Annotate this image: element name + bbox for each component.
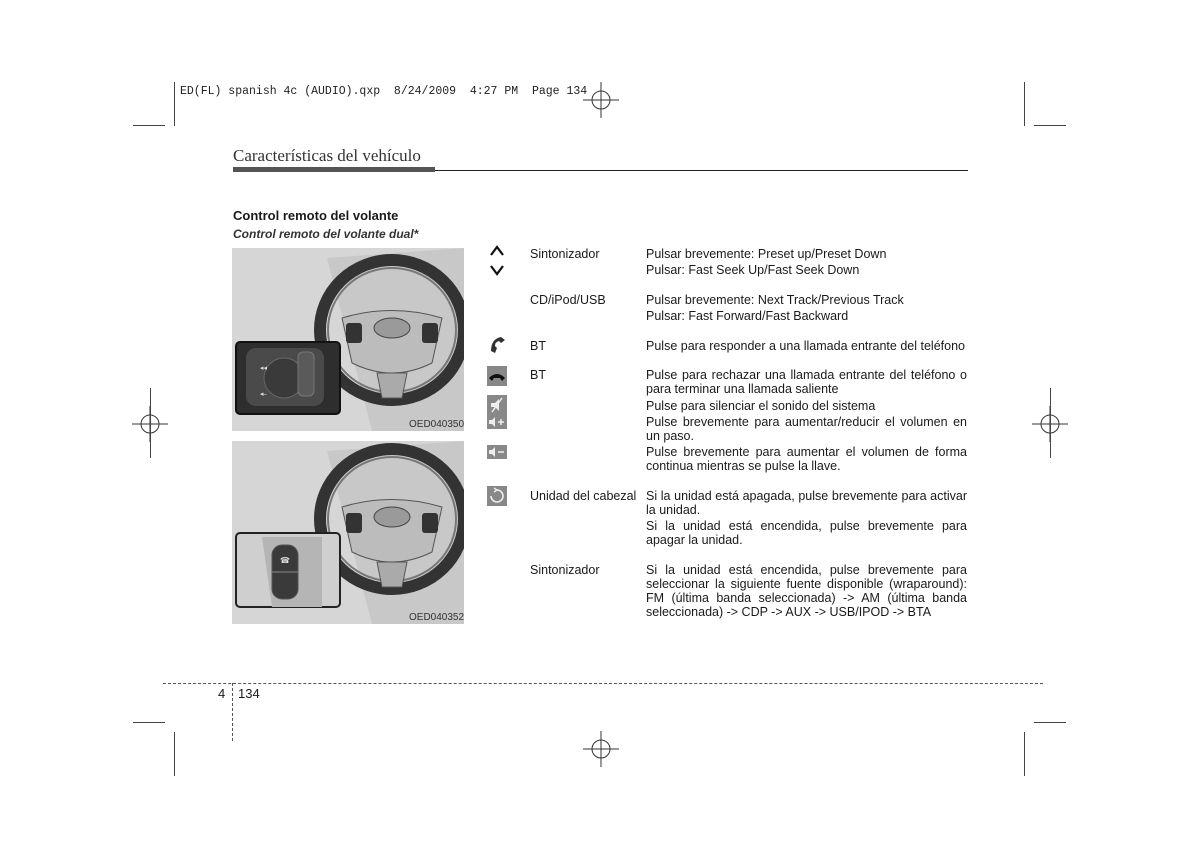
page-number: 134	[238, 686, 260, 701]
crop-mark	[1024, 732, 1025, 776]
chevron-up-icon	[489, 245, 505, 257]
steering-wheel-illustration	[232, 441, 464, 624]
registration-mark-icon	[583, 731, 619, 767]
control-label: Unidad del cabezal	[530, 489, 637, 503]
header-rule-accent	[233, 167, 435, 172]
volume-up-icon	[487, 415, 507, 429]
control-label: BT	[530, 368, 546, 382]
footer-rule	[163, 683, 1043, 684]
crop-mark	[133, 722, 165, 723]
control-description: Pulsar brevemente: Preset up/Preset Down	[646, 247, 887, 261]
subheading: Control remoto del volante dual*	[233, 227, 419, 241]
control-label: Sintonizador	[530, 563, 600, 577]
control-description: Pulsar: Fast Seek Up/Fast Seek Down	[646, 263, 860, 277]
crop-mark	[1024, 82, 1025, 126]
control-description: Pulse para silenciar el sonido del sistema	[646, 399, 876, 413]
volume-down-icon	[487, 445, 507, 459]
chevron-down-icon	[489, 264, 505, 276]
steering-wheel-photo	[232, 441, 464, 624]
footer-divider	[232, 683, 233, 741]
control-label: CD/iPod/USB	[530, 293, 606, 307]
control-label: BT	[530, 339, 546, 353]
control-description: Pulse para rechazar una llamada entrante del teléfono o para terminar una llamada saliente	[646, 368, 967, 396]
crop-mark	[174, 732, 175, 776]
control-description: Si la unidad está apagada, pulse brevemente para activar la unidad.	[646, 489, 967, 517]
crop-mark	[133, 125, 165, 126]
crop-mark	[1050, 388, 1051, 458]
control-label: Sintonizador	[530, 247, 600, 261]
control-description: Si la unidad está encendida, pulse brevemente para seleccionar la siguiente fuente disponible (wraparound): FM (última banda seleccionada) -> AM (última banda seleccionada) -> CDP -> AUX -> USB/IPOD -> BTA	[646, 563, 967, 619]
crop-mark	[174, 82, 175, 126]
svg-text:◂◂: ◂◂	[260, 364, 268, 372]
control-description: Pulsar: Fast Forward/Fast Backward	[646, 309, 849, 323]
registration-mark-icon	[583, 82, 619, 118]
control-description: Pulse brevemente para aumentar/reducir el volumen en un paso.	[646, 415, 967, 443]
crop-mark	[1034, 722, 1066, 723]
control-description: Si la unidad está encendida, pulse brevemente para apagar la unidad.	[646, 519, 967, 547]
control-description: Pulsar brevemente: Next Track/Previous Track	[646, 293, 904, 307]
crop-mark	[150, 388, 151, 458]
section-title: Características del vehículo	[233, 146, 421, 165]
svg-text:☎: ☎	[280, 556, 290, 565]
mode-icon	[487, 486, 507, 506]
phone-hangup-icon	[487, 366, 507, 386]
print-slug: ED(FL) spanish 4c (AUDIO).qxp 8/24/2009 4:27 PM Page 134	[180, 85, 588, 98]
heading: Control remoto del volante	[233, 208, 399, 223]
svg-text:◂–: ◂–	[260, 390, 268, 398]
steering-wheel-photo	[232, 248, 464, 431]
phone-answer-icon	[487, 335, 507, 355]
control-description: Pulse brevemente para aumentar el volumen de forma continua mientras se pulse la llave.	[646, 445, 967, 473]
control-description: Pulse para responder a una llamada entrante del teléfono	[646, 339, 965, 353]
crop-mark	[1034, 125, 1066, 126]
figure-code: OED040352	[409, 612, 465, 623]
steering-wheel-illustration	[232, 248, 464, 431]
mute-icon	[487, 395, 507, 415]
chapter-number: 4	[218, 686, 226, 701]
figure-code: OED040350	[409, 419, 465, 430]
